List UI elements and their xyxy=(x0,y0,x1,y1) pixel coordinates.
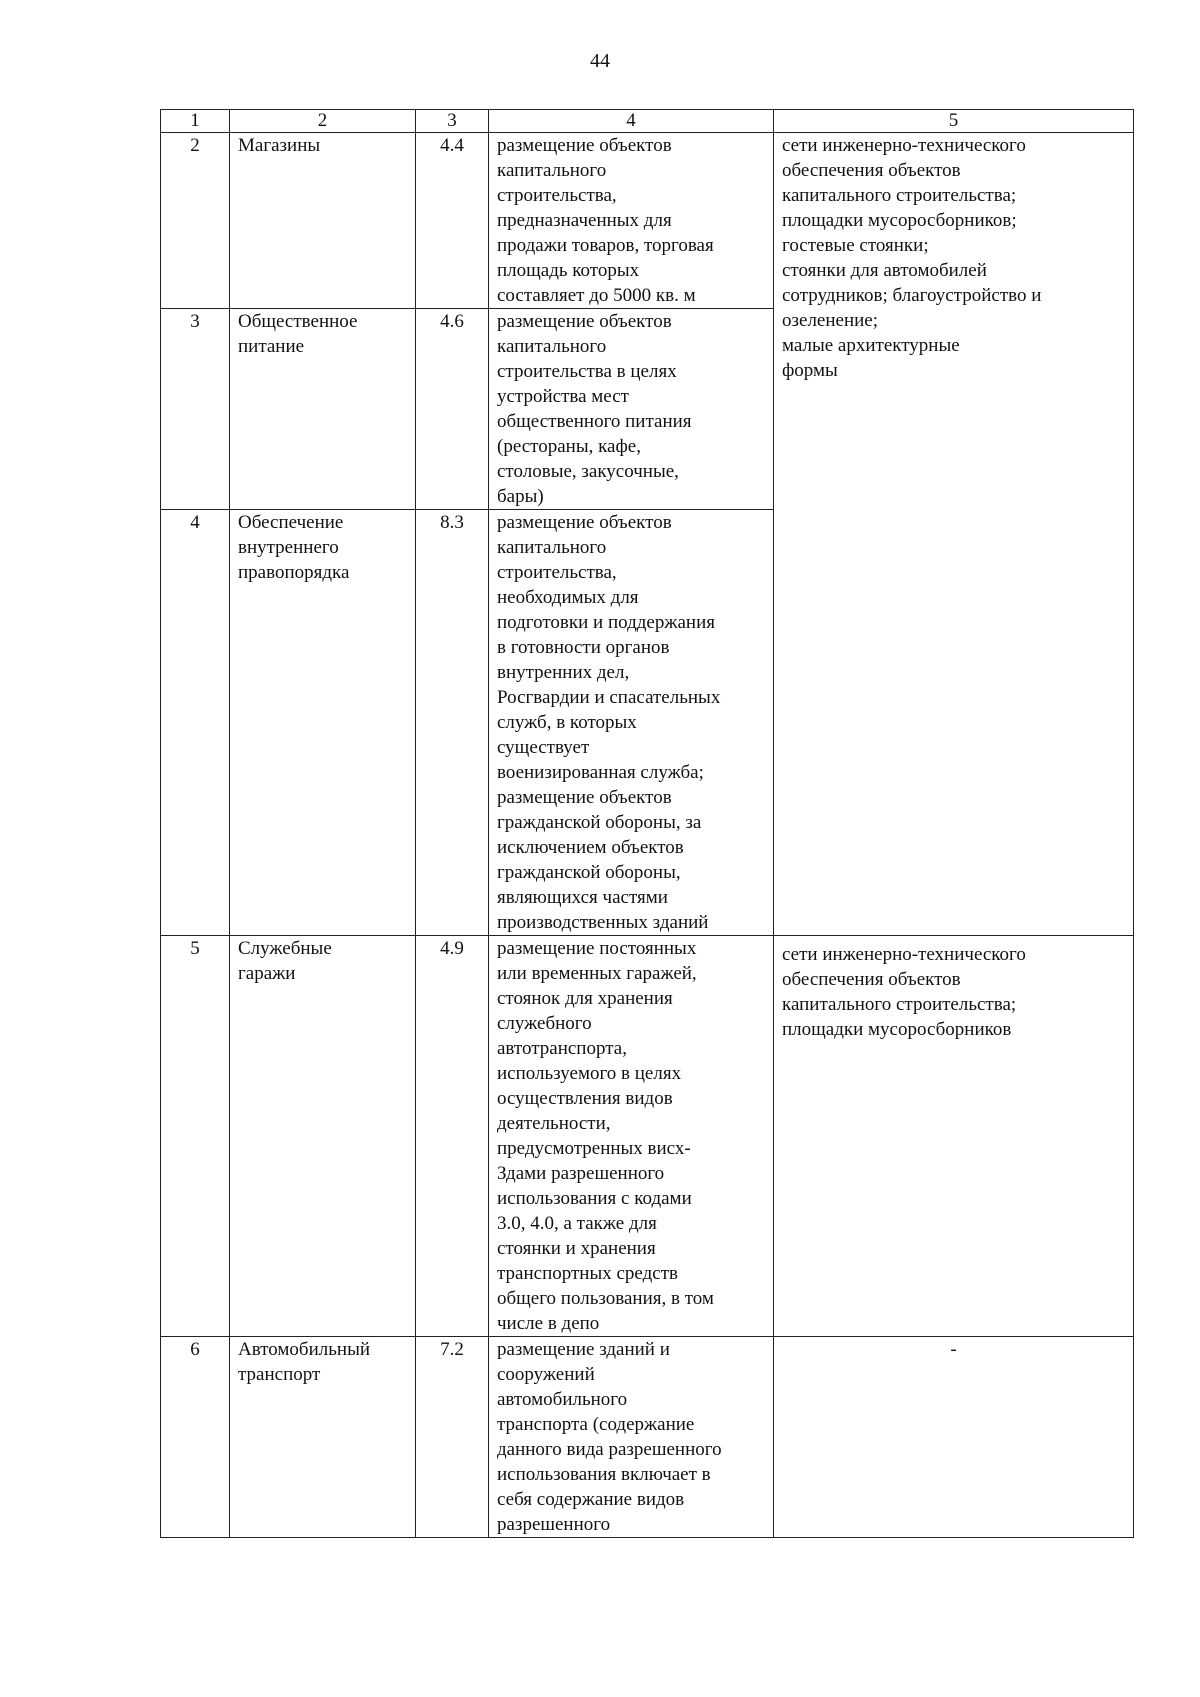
auxiliary-uses: сети инженерно-технического обеспечения объектов капитального строительства; площадки мусоросборников xyxy=(774,936,1134,1337)
regulations-table xyxy=(160,109,1134,1538)
use-description: размещение постоянных или временных гаражей, стоянок для хранения служебного автотранспорта, используемого в целях осуществления видов деятельности, предусмотренных висх- Здами разрешенного использования с кодами 3.0, 4.0, а также для стоянки и хранения транспортных средств общего пользования, в том числе в депо xyxy=(489,936,774,1337)
row-number: 3 xyxy=(161,309,230,510)
use-name: Магазины xyxy=(230,133,416,309)
row-number: 4 xyxy=(161,510,230,936)
use-name: Обеспечение внутреннего правопорядка xyxy=(230,510,416,936)
use-code: 4.9 xyxy=(416,936,489,1337)
row-number: 6 xyxy=(161,1337,230,1538)
use-name: Служебные гаражи xyxy=(230,936,416,1337)
auxiliary-uses-dash: - xyxy=(774,1337,1134,1538)
header-col-4: 4 xyxy=(489,110,774,133)
row-number: 5 xyxy=(161,936,230,1337)
header-col-5: 5 xyxy=(774,110,1134,133)
table-row xyxy=(161,133,1134,309)
use-name: Общественное питание xyxy=(230,309,416,510)
table-row xyxy=(161,1337,1134,1538)
use-name: Автомобильный транспорт xyxy=(230,1337,416,1538)
row-number: 2 xyxy=(161,133,230,309)
use-description: размещение зданий и сооружений автомобильного транспорта (содержание данного вида разрешенного использования включает в себя содержание видов разрешенного xyxy=(489,1337,774,1538)
page-number: 44 xyxy=(590,50,610,72)
auxiliary-uses: сети инженерно-технического обеспечения объектов капитального строительства; площадки мусоросборников; гостевые стоянки; стоянки для автомобилей сотрудников; благоустройство и озеленение; малые архитектурные формы xyxy=(774,133,1134,936)
header-col-2: 2 xyxy=(230,110,416,133)
use-code: 7.2 xyxy=(416,1337,489,1538)
table-header-row xyxy=(161,110,1134,133)
use-description: размещение объектов капитального строительства, необходимых для подготовки и поддержания в готовности органов внутренних дел, Росгвардии и спасательных служб, в которых существует военизированная служба; размещение объектов гражданской обороны, за исключением объектов гражданской обороны, являющихся частями производственных зданий xyxy=(489,510,774,936)
use-description: размещение объектов капитального строительства в целях устройства мест общественного питания (рестораны, кафе, столовые, закусочные, бары) xyxy=(489,309,774,510)
header-col-3: 3 xyxy=(416,110,489,133)
table-row xyxy=(161,936,1134,1337)
use-description: размещение объектов капитального строительства, предназначенных для продажи товаров, торговая площадь которых составляет до 5000 кв. м xyxy=(489,133,774,309)
use-code: 8.3 xyxy=(416,510,489,936)
use-code: 4.6 xyxy=(416,309,489,510)
header-col-1: 1 xyxy=(161,110,230,133)
use-code: 4.4 xyxy=(416,133,489,309)
